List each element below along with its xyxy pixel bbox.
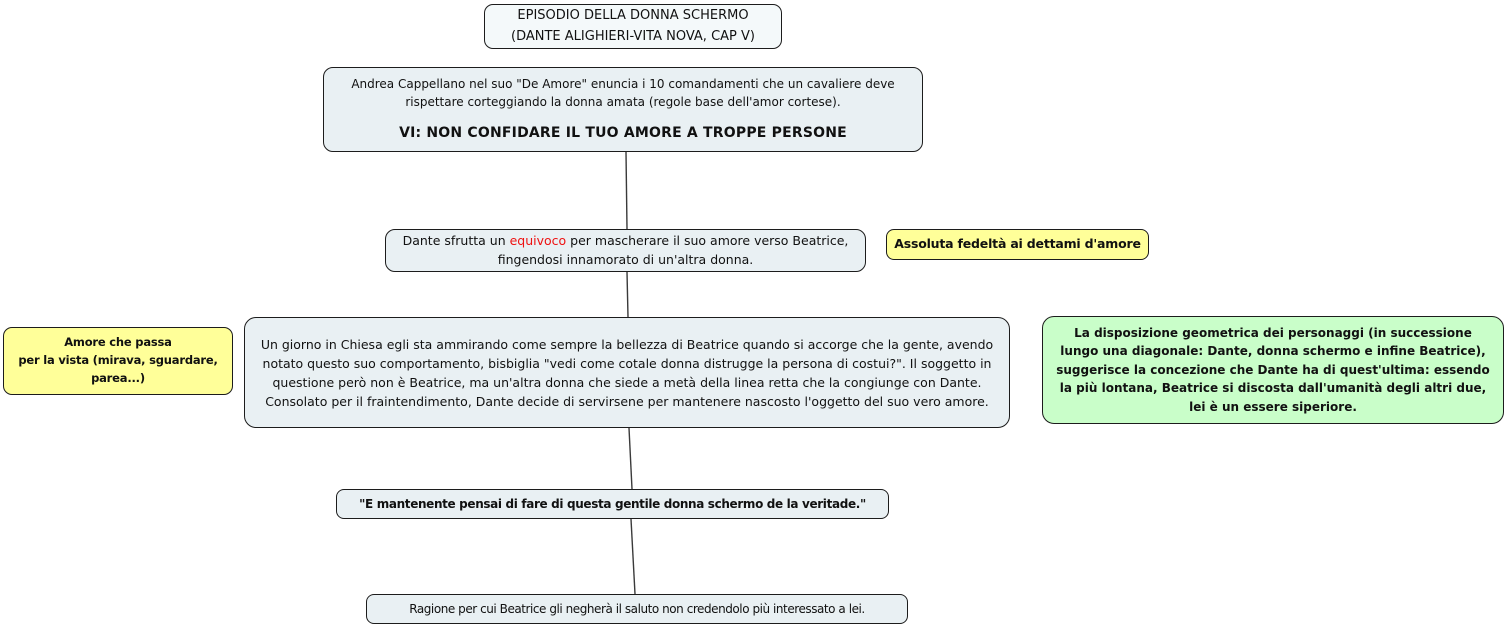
disposizione-text: La disposizione geometrica dei personaggi (in successione lungo una diagonale: Dante, donna schermo e infine Beatrice), suggerisce la concezione che Dante ha di quest'ultima: essendo la più lontana, Beatrice si discosta dall'umanità degli altri due, lei è un essere siperiore. xyxy=(1056,325,1490,414)
equivoco-text-before: Dante sfrutta un xyxy=(402,233,510,249)
connector-equivoco-chiesa xyxy=(627,272,628,317)
de-amore-rule-vi: VI: NON CONFIDARE IL TUO AMORE A TROPPE PERSONE xyxy=(399,125,847,141)
quote-text: "E mantenente pensai di fare di questa gentile donna schermo de la veritade." xyxy=(359,497,866,511)
de-amore-paragraph: Andrea Cappellano nel suo "De Amore" enuncia i 10 comandamenti che un cavaliere deve rispettare corteggiando la donna amata (regole base dell'amor cortese). xyxy=(351,77,895,109)
node-title-text: EPISODIO DELLA DONNA SCHERMO (DANTE ALIGHIERI-VITA NOVA, CAP V) xyxy=(511,8,755,44)
node-title-episodio xyxy=(484,4,782,49)
connector-chiesa-quote xyxy=(629,428,632,489)
equivoco-highlight-word: equivoco xyxy=(509,233,567,249)
equivoco-text-after: per mascherare il suo amore verso Beatrice, fingendosi innamorato di un'altra donna. xyxy=(497,233,849,267)
chiesa-text: Un giorno in Chiesa egli sta ammirando come sempre la bellezza di Beatrice quando si accorge che la gente, avendo notato questo suo comportamento, bisbiglia "vedi come cotale donna distrugge la persona di costui?". Il soggetto in questione però non è Beatrice, ma un'altra donna che siede a metà della linea retta che la congiunge con Dante. Consolato per il fraintendimento, Dante decide di servirsene per mantenere nascosto l'oggetto del suo vero amore. xyxy=(260,336,994,409)
node-disposizione-geometrica xyxy=(1042,316,1504,424)
node-ragione-saluto-negato xyxy=(366,594,908,624)
node-equivoco xyxy=(385,229,866,272)
node-de-amore-comandamenti xyxy=(323,67,923,152)
connector-deamore-equivoco xyxy=(626,152,627,229)
node-amore-che-passa-per-la-vista xyxy=(3,327,233,395)
node-quote-donna-schermo xyxy=(336,489,889,519)
amore-vista-text: Amore che passa per la vista (mirava, sguardare, parea...) xyxy=(18,335,218,385)
node-assoluta-fedelta xyxy=(886,229,1149,260)
node-chiesa-episodio xyxy=(244,317,1010,428)
connector-quote-ragione xyxy=(631,519,635,594)
ragione-text: Ragione per cui Beatrice gli negherà il saluto non credendolo più interessato a lei. xyxy=(409,602,865,616)
assoluta-fedelta-text: Assoluta fedeltà ai dettami d'amore xyxy=(894,236,1141,252)
equivoco-text xyxy=(398,232,853,268)
